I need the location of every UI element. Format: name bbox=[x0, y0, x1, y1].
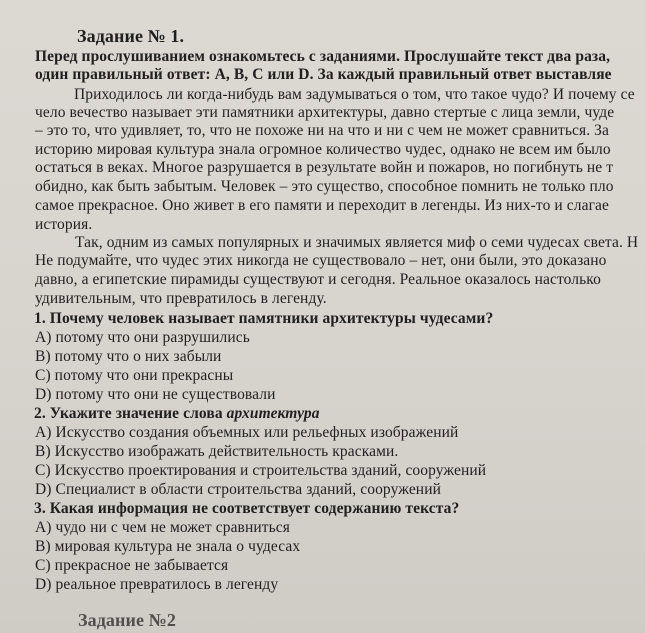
question-3-answer-b: B) мировая культура не знала о чудесах bbox=[35, 538, 301, 555]
question-2-answer-b: B) Искусство изображать действительность красками. bbox=[35, 443, 399, 460]
question-2-answer-a: A) Искусство создания объемных или рельефных изображений bbox=[35, 424, 459, 441]
question-1-answer-c: C) потому что они прекрасны bbox=[35, 367, 234, 384]
text-line-8: история. bbox=[35, 216, 93, 233]
intro-line-2: один правильный ответ: A, B, C или D. За каждый правильный ответ выставляе bbox=[35, 66, 612, 83]
next-task-title: Задание №2 bbox=[78, 610, 176, 630]
question-2-answer-c: C) Искусство проектирования и строительства зданий, сооружений bbox=[35, 462, 487, 479]
question-3-answer-c: C) прекрасное не забывается bbox=[35, 557, 229, 574]
text-line-2: чело вечество называет эти памятники архитектуры, давно стертые с лица земли, чуде bbox=[35, 104, 615, 121]
text-line-4: историю мировая культура знала огромное количество чудес, однако не всем им было bbox=[35, 141, 611, 158]
text-line-7: самое прекрасное. Оно живет в его памяти и переходит в легенды. Из них-то и слагае bbox=[35, 197, 609, 214]
question-1-answer-d: D) потому что они не существовали bbox=[35, 386, 276, 403]
question-1-title: 1. Почему человек называет памятники архитектуры чудесами? bbox=[34, 310, 494, 327]
text-line-6: обидно, как быть забытым. Человек – это существо, способное помнить не только пло bbox=[35, 178, 614, 195]
question-2-answer-d: D) Специалист в области строительства зданий, сооружений bbox=[35, 481, 441, 498]
text-line-1: Приходилось ли когда-нибудь вам задумываться о том, что такое чудо? И почему се bbox=[74, 86, 635, 103]
text-line-12: удивительным, что превратилось в легенду. bbox=[35, 290, 327, 307]
text-line-3: – это то, что удивляет, то, что не похоже ни на что и ни с чем не может сравниться. За bbox=[35, 122, 610, 139]
intro-line-1: Перед прослушиванием ознакомьтесь с заданиями. Прослушайте текст два раза, bbox=[35, 48, 611, 65]
question-3-title: 3. Какая информация не соответствует содержанию текста? bbox=[34, 500, 460, 517]
question-2-title-emphasis: архитектура bbox=[226, 405, 320, 422]
question-2-title-prefix: 2. Укажите значение слова bbox=[34, 405, 227, 422]
question-1-answer-a: A) потому что они разрушились bbox=[35, 329, 250, 346]
question-3-answer-a: A) чудо ни с чем не может сравниться bbox=[35, 519, 291, 536]
text-line-5: остаться в веках. Многое разрушается в результате войн и пожаров, но погибнуть не т bbox=[35, 159, 614, 176]
text-line-10: Не подумайте, что чудес этих никогда не существовало – нет, они были, это доказано bbox=[35, 252, 607, 269]
text-line-9: Так, одним из самых популярных и значимых является миф о семи чудесах света. Н bbox=[75, 234, 639, 251]
question-3-answer-d: D) реальное превратилось в легенду bbox=[35, 576, 279, 593]
text-line-11: давно, а египетские пирамиды существуют и сегодня. Реальное оказалось настолько bbox=[35, 271, 601, 288]
question-2-title bbox=[34, 405, 320, 422]
question-1-answer-b: B) потому что о них забыли bbox=[35, 348, 222, 365]
task-title: Задание № 1. bbox=[77, 26, 185, 46]
